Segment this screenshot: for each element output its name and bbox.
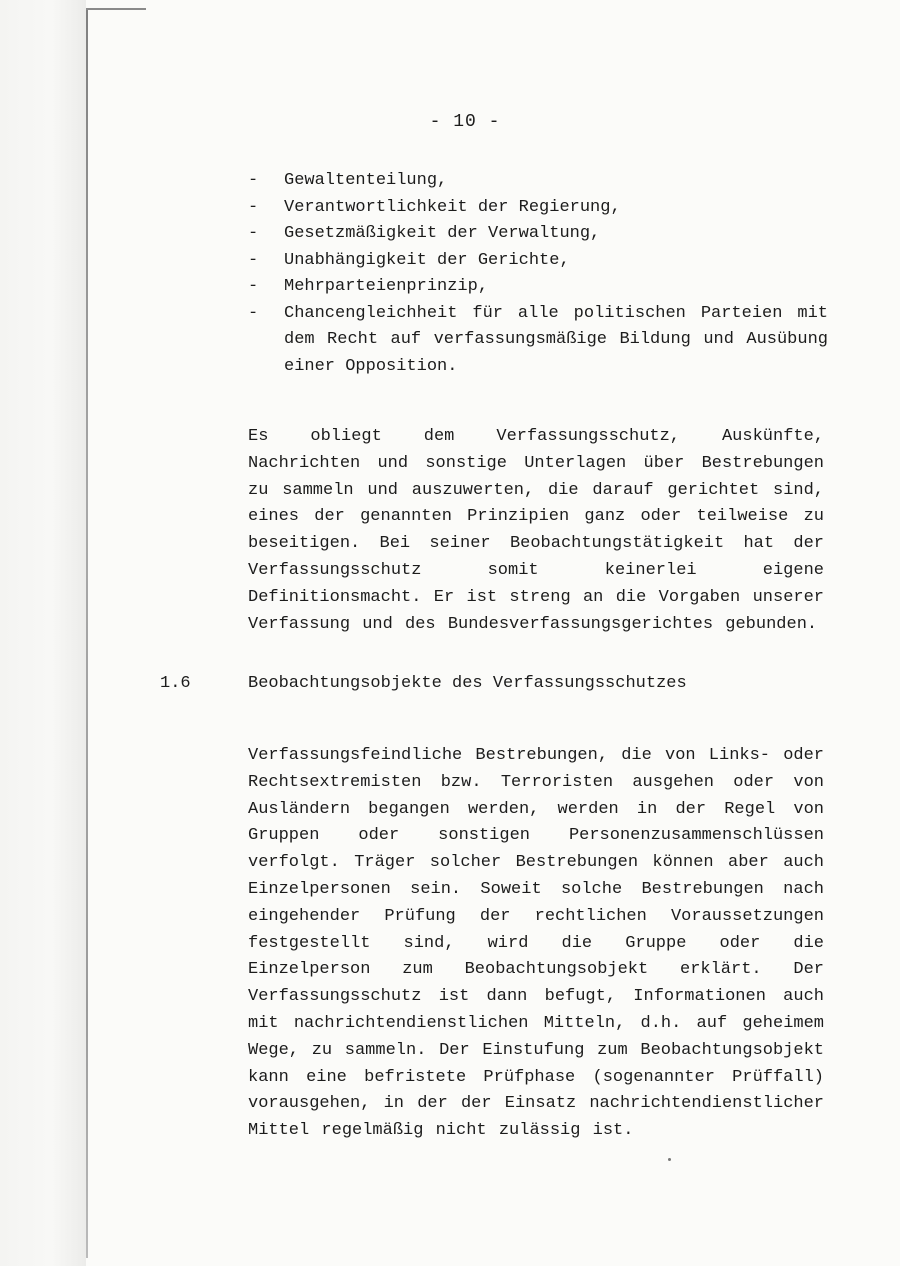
list-item-text: Gewaltenteilung, bbox=[284, 171, 448, 190]
list-item-text: Verantwortlichkeit der Regierung, bbox=[284, 197, 621, 217]
bullet-dash: - bbox=[248, 277, 259, 296]
list-item-text: Chancengleichheit für alle politischen Parteien mit dem Recht auf verfassungsmäßige Bildung und Ausübung einer Opposition. bbox=[284, 303, 828, 376]
scan-speck bbox=[668, 1158, 671, 1161]
paragraph-verfassungsschutz-role: Es obliegt dem Verfassungsschutz, Auskünfte, Nachrichten und sonstige Unterlagen über Bestrebungen zu sammeln und auszuwerten, die darauf gerichtet sind, eines der genannten Prinzipien ganz oder teilweise zu beseitigen. Bei seiner Beobachtungstätigkeit hat der Verfassungsschutz somit keinerlei eigene Definitionsmacht. Er ist streng an die Vorgaben unserer Verfassung und des Bundesverfassungsgerichtes gebunden. bbox=[248, 427, 824, 634]
paragraph-beobachtungsobjekte: Verfassungsfeindliche Bestrebungen, die von Links- oder Rechtsextremisten bzw. Terroristen ausgehen oder von Ausländern begangen werden, werden in der Regel von Gruppen oder sonstigen Personenzusammenschlüssen verfolgt. Träger solcher Bestrebungen können aber auch Einzelpersonen sein. Soweit solche Bestrebungen nach eingehender Prüfung der rechtlichen Voraussetzungen festgestellt sind, wird die Gruppe oder die Einzelperson zum Beobachtungsobjekt erklärt. Der Verfassungsschutz ist dann befugt, Informationen auch mit nachrichtendienstlichen Mitteln, d.h. auf geheimem Wege, zu sammeln. Der Einstufung zum Beobachtungsobjekt kann eine befristete Prüfphase (sogenannter Prüffall) vorausgehen, in der der Einsatz nachrichtendienstlicher Mittel regelmäßig nicht zulässig ist. bbox=[248, 746, 824, 1141]
bullet-dash: - bbox=[248, 197, 259, 217]
bullet-dash: - bbox=[248, 250, 259, 270]
list-item bbox=[248, 274, 828, 301]
list-item-text: Mehrparteienprinzip, bbox=[284, 277, 489, 296]
scan-edge-line bbox=[86, 8, 88, 1258]
list-item bbox=[248, 221, 828, 248]
bullet-dash: - bbox=[248, 171, 259, 190]
bullet-dash: - bbox=[248, 303, 259, 323]
list-item bbox=[248, 248, 828, 275]
list-item bbox=[248, 301, 828, 381]
list-item-text: Gesetzmäßigkeit der Verwaltung, bbox=[284, 224, 601, 243]
bullet-list bbox=[248, 168, 828, 380]
page-number: - 10 - bbox=[429, 112, 501, 132]
scan-edge-top bbox=[86, 8, 146, 10]
list-item-text: Unabhängigkeit der Gerichte, bbox=[284, 250, 570, 270]
scan-margin bbox=[0, 0, 86, 1266]
list-item bbox=[248, 168, 828, 195]
section-heading: Beobachtungsobjekte des Verfassungsschutzes bbox=[248, 674, 687, 693]
section-number: 1.6 bbox=[160, 674, 191, 693]
list-item bbox=[248, 195, 828, 222]
bullet-dash: - bbox=[248, 224, 259, 243]
